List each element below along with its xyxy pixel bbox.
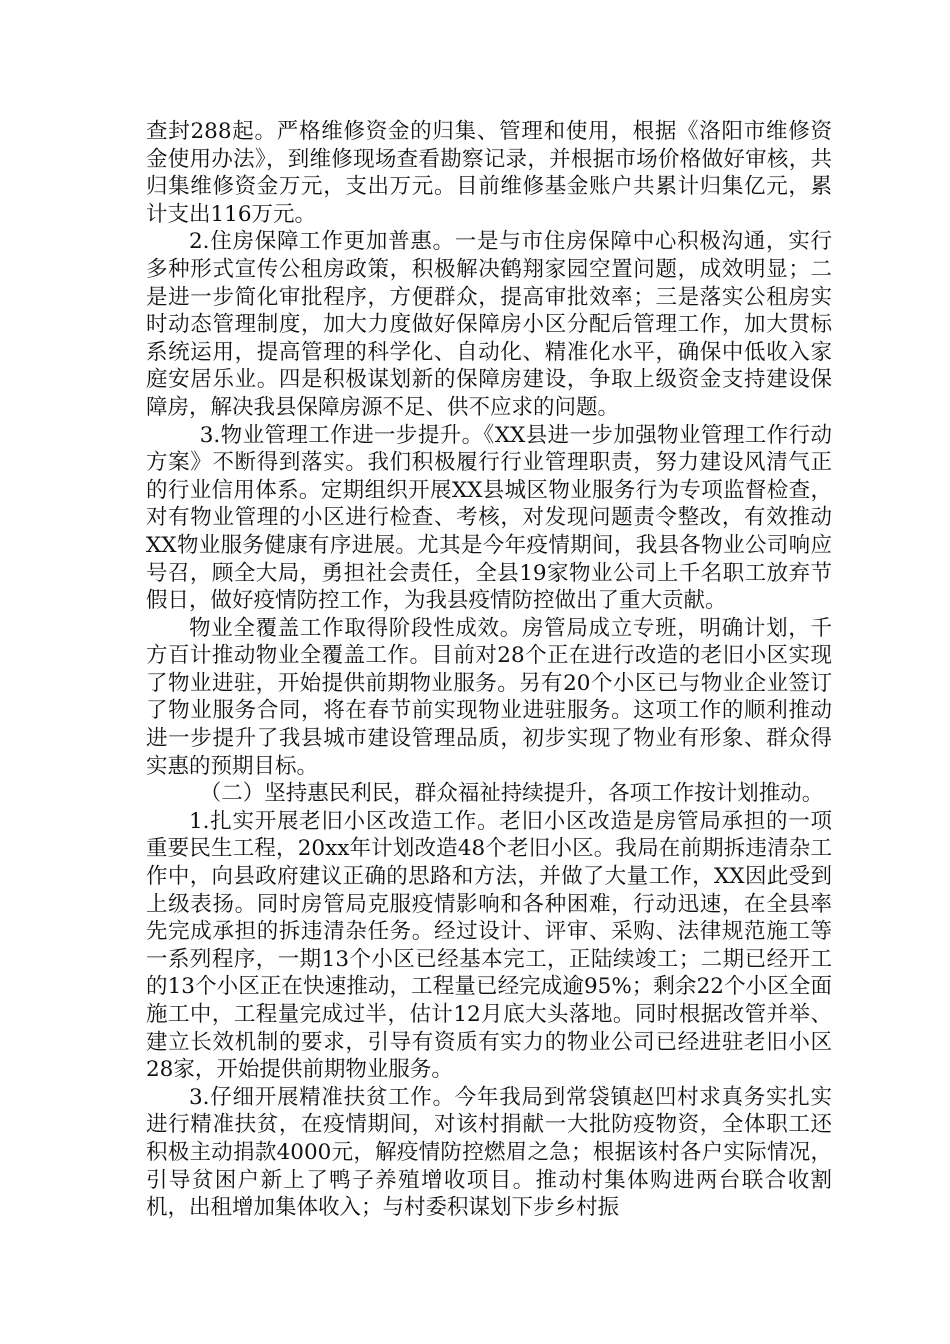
paragraph-maintenance-fund: 查封288起。严格维修资金的归集、管理和使用，根据《洛阳市维修资金使用办法》，到维修现场查看勘察记录，并根据市场价格做好审核，共归集维修资金万元，支出万元。目前维修基金账户共累计归集亿元，累计支出116万元。	[146, 119, 832, 227]
paragraph-property-management: 3.物业管理工作进一步提升。《XX县进一步加强物业管理工作行动方案》不断得到落实。我们积极履行行业管理职责，努力建设风清气正的行业信用体系。定期组织开展XX县城区物业服务行为专项监督检查，对有物业管理的小区进行检查、考核，对发现问题责令整改，有效推动XX物业服务健康有序进展。尤其是今年疫情期间，我县各物业公司响应号召，顾全大局，勇担社会责任，全县19家物业公司上千名职工放弃节假日，做好疫情防控工作，为我县疫情防控做出了重大贡献。	[146, 422, 832, 614]
paragraph-old-community-renovation: 1.扎实开展老旧小区改造工作。老旧小区改造是房管局承担的一项重要民生工程，20xx年计划改造48个老旧小区。我局在前期拆违清杂工作中，向县政府建议正确的思路和方法，并做了大量工作，XX因此受到上级表扬。同时房管局克服疫情影响和各种困难，行动迅速，在全县率先完成承担的拆违清杂任务。经过设计、评审、采购、法律规范施工等一系列程序，一期13个小区已经基本完工，正陆续竣工；二期已经开工的13个小区正在快速推动，工程量已经完成逾95%；剩余22个小区全面施工中，工程量完成过半，估计12月底大头落地。同时根据改管并举、建立长效机制的要求，引导有资质有实力的物业公司已经进驻老旧小区28家，开始提供前期物业服务。	[146, 808, 832, 1083]
section-heading-two: （二）坚持惠民利民，群众福祉持续提升，各项工作按计划推动。	[199, 781, 824, 807]
paragraph-housing-security: 2.住房保障工作更加普惠。一是与市住房保障中心积极沟通，实行多种形式宣传公租房政策，积极解决鹤翔家园空置问题，成效明显；二是进一步简化审批程序，方便群众，提高审批效率；三是落实公租房实时动态管理制度，加大力度做好保障房小区分配后管理工作，加大贯标系统运用，提高管理的科学化、自动化、精准化水平，确保中低收入家庭安居乐业。四是积极谋划新的保障房建设，争取上级资金支持建设保障房，解决我县保障房源不足、供不应求的问题。	[146, 229, 832, 420]
paragraph-poverty-alleviation: 3.仔细开展精准扶贫工作。今年我局到常袋镇赵凹村求真务实扎实进行精准扶贫，在疫情期间，对该村捐献一大批防疫物资，全体职工还积极主动捐款4000元，解疫情防控燃眉之急；根据该村各户实际情况，引导贫困户新上了鸭子养殖增收项目。推动村集体购进两台联合收割机，出租增加集体收入；与村委积谋划下步乡村振	[146, 1084, 832, 1221]
paragraph-property-coverage: 物业全覆盖工作取得阶段性成效。房管局成立专班，明确计划，千方百计推动物业全覆盖工作。目前对28个正在进行改造的老旧小区实现了物业进驻，开始提供前期物业服务。另有20个小区已与物业企业签订了物业服务合同，将在春节前实现物业进驻服务。这项工作的顺利推动进一步提升了我县城市建设管理品质，初步实现了物业有形象、群众得实惠的预期目标。	[146, 615, 832, 779]
document-page	[146, 118, 832, 1222]
